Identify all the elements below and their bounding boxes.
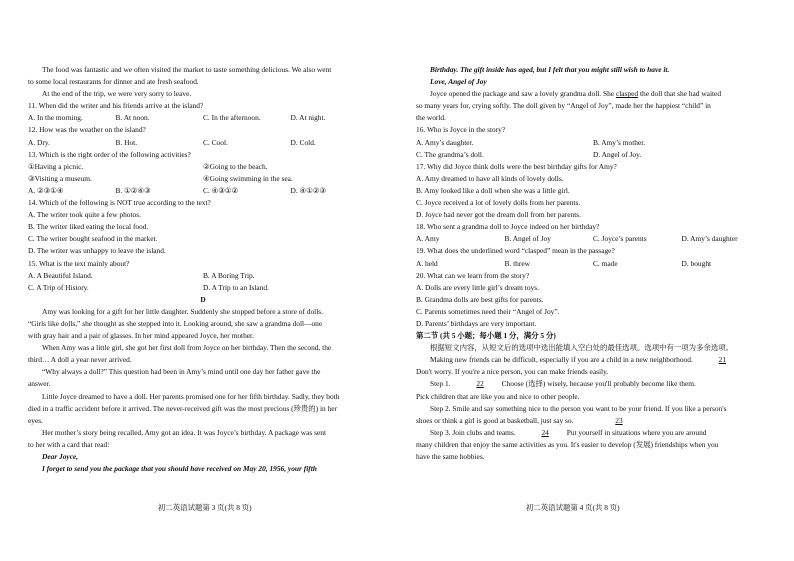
q15-options (28, 282, 378, 294)
option: D. The writer was unhappy to leave the island. (28, 246, 166, 256)
passage-d-line: “Why always a doll?” This question had been in Amy’s mind until one day her father gave the (42, 367, 321, 377)
section-2-instruction: 根据短文内容，从短文后的选项中选出能填入空白处的最佳选项。选项中有一项为多余选项。 (430, 343, 734, 353)
passage-d-line: Her mother’s story being recalled, Amy got an idea. It was Joyce’s birthday. A package was sent (42, 427, 327, 437)
q19-options (416, 258, 770, 270)
text: Making new friends can be difficult, especially if you are a child in a new neighborhood. (430, 355, 695, 365)
underlined-word: clasped (615, 89, 639, 99)
option: D. ④①②③ (290, 185, 327, 195)
q18-options (416, 233, 770, 245)
question-15: 15. What is the text mainly about? (28, 258, 130, 268)
card-greeting: Dear Joyce, (42, 452, 79, 461)
cloze-line: many children that enjoy the same activities as you. It's easier to develop (发展) friendships when you (416, 439, 719, 449)
question-12: 12. How was the weather on the island? (28, 125, 146, 135)
question-11: 11. When did the writer and his friends arrive at the island? (28, 101, 204, 111)
passage-d-line: Little Joyce dreamed to have a doll. Her parents promised one for her fifth birthday. Sadly, they both (42, 391, 340, 401)
option: A. The writer took quite a few photos. (28, 210, 141, 220)
option: D. Parents’ birthdays are very important. (416, 318, 537, 328)
question-13: 13. Which is the right order of the following activities? (28, 149, 191, 159)
q16-options (416, 137, 770, 149)
question-17: 17. Why did Joyce think dolls were the best birthday gifts for Amy? (416, 161, 617, 171)
text: Put yourself in situations where you are around (564, 427, 707, 437)
option: A. In the morning. (28, 113, 83, 123)
q13-activities (28, 173, 378, 185)
option: D. Cold. (290, 137, 316, 147)
q13-options (28, 185, 378, 197)
option: A. Dry. (28, 137, 50, 147)
option: D. Angel of Joy. (593, 149, 642, 159)
activity: ③Visiting a museum. (28, 173, 92, 183)
passage-d-line: When Amy was a little girl, she got her first doll from Joyce on her birthday. Then the second, the (42, 343, 332, 353)
cloze-line (416, 415, 770, 427)
option: C. Cool. (203, 137, 228, 147)
question-14: 14. Which of the following is NOT true according to the text? (28, 198, 211, 208)
option: C. Joyce’s parents (593, 234, 647, 244)
option: B. The writer liked eating the local food. (28, 222, 149, 232)
option: C. Parents sometimes need their “Angel of Joy”. (416, 306, 560, 316)
option: C. A Trip of History. (28, 282, 89, 292)
option: A. Amy (416, 234, 440, 244)
section-2-heading: 第二节 (共 5 小题；每小题 1 分，满分 5 分) (416, 331, 556, 341)
cloze-line (416, 427, 770, 439)
passage-d-line: the world. (416, 113, 446, 123)
option: B. Angel of Joy (504, 234, 551, 244)
text: shoes or think a girl is good at basketball, just say so. (416, 415, 576, 425)
option: A. A Beautiful Island. (28, 270, 93, 280)
option: C. The writer bought seafood in the market. (28, 234, 158, 244)
right-page-footer: 初二英语试题第 4 页(共 8 页) (526, 503, 620, 512)
option: C. The grandma’s doll. (416, 149, 484, 159)
cloze-line: Don't worry. If you're a nice person, you can make friends easily. (416, 367, 609, 377)
left-page-footer: 初二英语试题第 3 页(共 8 页) (158, 503, 252, 512)
text: Joyce opened the package and saw a lovely grandma doll. She (430, 89, 616, 99)
passage-c-ending: At the end of the trip, we were very sorry to leave. (42, 89, 192, 99)
option: A. ②③①④ (28, 185, 64, 195)
option: D. Amy’s daughter (681, 234, 738, 244)
text: Step 1. (430, 379, 453, 389)
right-page-column (416, 64, 770, 463)
blank-22: 22 (476, 379, 484, 389)
blank-21: 21 (718, 355, 727, 365)
option: C. ④③①② (203, 185, 239, 195)
question-16: 16. Who is Joyce in the story? (416, 125, 506, 135)
blank-23: 23 (615, 415, 623, 425)
option: B. A Boring Trip. (203, 270, 255, 280)
activity: ②Going to the beach. (203, 161, 268, 171)
passage-d-line: Amy was looking for a gift for her little daughter. Suddenly she stopped before a store of dolls. (42, 306, 323, 316)
option: A. held (416, 258, 438, 268)
cloze-line: Pick children that are like you and nice to other people. (416, 391, 580, 401)
q13-activities (28, 161, 378, 173)
question-18: 18. Who sent a grandma doll to Joyce indeed on her birthday? (416, 222, 600, 232)
card-signature: Love, Angel of Joy (430, 77, 487, 87)
cloze-line: have the same hobbies. (416, 452, 485, 461)
q11-options (28, 112, 378, 124)
passage-c-paragraph: The food was fantastic and we often visited the market to taste something delicious. We also went (42, 65, 332, 74)
passage-line: to some local restaurants for dinner and ate fresh seafood. (28, 77, 199, 87)
q15-options (28, 270, 378, 282)
option: B. Amy’s mother. (593, 137, 646, 147)
passage-d-line: third… A doll a year never arrived. (28, 355, 132, 365)
passage-d-line: eyes. (28, 415, 43, 425)
option: B. Hot. (115, 137, 138, 147)
activity: ④Going swimming in the sea. (203, 173, 293, 183)
option: B. Amy looked like a doll when she was a little girl. (416, 185, 570, 195)
q16-options (416, 149, 770, 161)
passage-d-line: with gray hair and a pair of glasses. In her mind appeared Joyce, her mother. (28, 331, 254, 341)
option: A. Amy’s daughter. (416, 137, 474, 147)
passage-d-line: answer. (28, 379, 51, 389)
option: C. made (593, 258, 618, 268)
passage-d-line (416, 88, 770, 100)
passage-d-line: so many years for, crying softly. The doll given by “Angel of Joy”, made her the happiest “child” in (416, 101, 711, 111)
option: C. In the afternoon. (203, 113, 261, 123)
activity: ①Having a picnic. (28, 161, 84, 171)
option: A. Dolls are every little girl’s dream toys. (416, 282, 539, 292)
question-20: 20. What can we learn from the story? (416, 270, 530, 280)
text: Step 3. Join clubs and teams. (430, 427, 518, 437)
card-text: Birthday. The gift inside has aged, but I felt that you might still wish to have it. (430, 65, 670, 74)
section-d-heading: D (200, 294, 206, 304)
q12-options (28, 137, 378, 149)
option: D. At night. (290, 113, 326, 123)
cloze-line (416, 354, 770, 366)
option: B. Grandma dolls are best gifts for parents. (416, 294, 544, 304)
text: Choose (选择) wisely, because you'll probably become like them. (499, 379, 696, 389)
cloze-line: Step 2. Smile and say something nice to the person you want to be your friend. If you like a person's (430, 403, 727, 413)
blank-24: 24 (541, 427, 549, 437)
option: B. threw (504, 258, 530, 268)
option: B. ①②④③ (115, 185, 151, 195)
option: B. At noon. (115, 113, 150, 123)
passage-d-line: “Girls like dolls,” she thought as she stepped into it. Looking around, she saw a grandma doll—one (28, 318, 323, 328)
option: C. Joyce received a lot of lovely dolls from her parents. (416, 198, 581, 208)
text: the doll that she had waited (638, 89, 722, 99)
left-page-column (28, 64, 378, 475)
option: A. Amy dreamed to have all kinds of lovely dolls. (416, 173, 564, 183)
card-text: I forget to send you the package that you should have received on May 20, 1956, your fifth (42, 464, 317, 474)
passage-d-line: to her with a card that read: (28, 439, 110, 449)
cloze-line (416, 378, 770, 390)
passage-d-line: died in a traffic accident before it arrived. The never-received gift was the most precious (珍贵的) in her (28, 403, 338, 413)
question-19: 19. What does the underlined word “clasped” mean in the passage? (416, 246, 615, 256)
option: D. Joyce had never got the dream doll from her parents. (416, 210, 582, 220)
option: D. bought (681, 258, 712, 268)
option: D. A Trip to an Island. (203, 282, 269, 292)
